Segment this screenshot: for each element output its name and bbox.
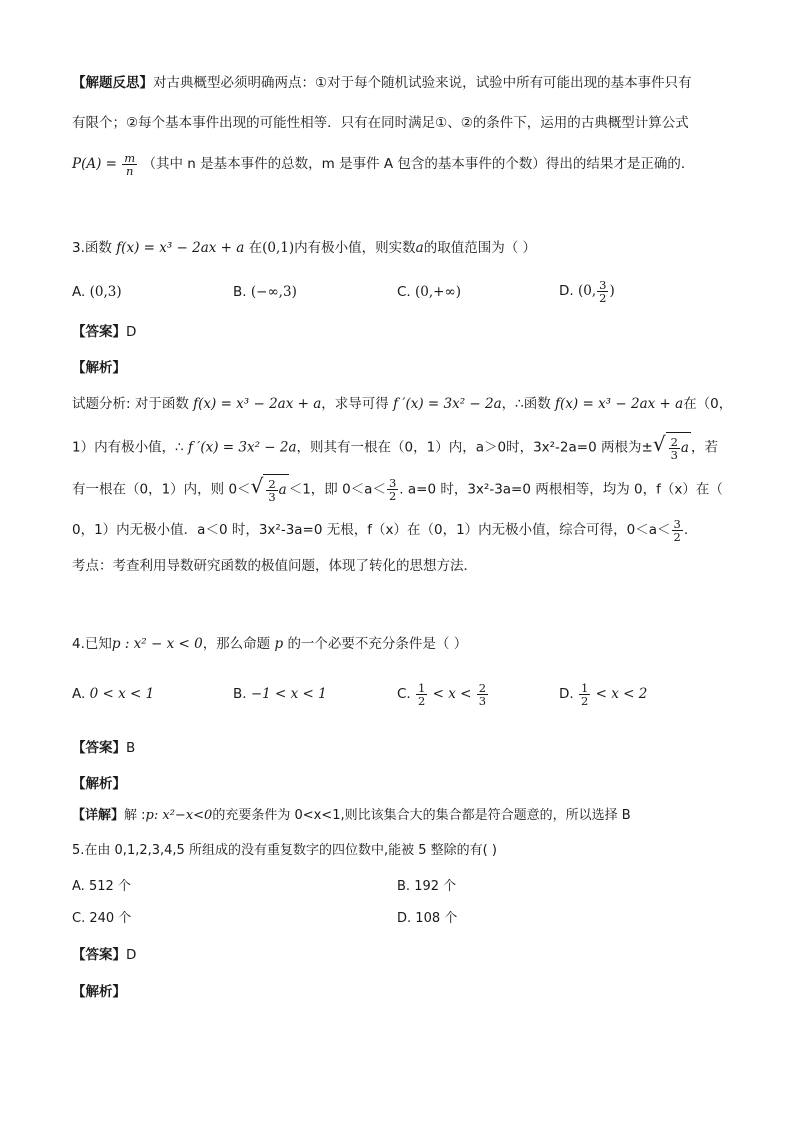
reflection-tag: 【解题反思】 [72,75,153,91]
q3-analysis-tag: 【解析】 [72,360,126,376]
q4-detail: 【详解】解 :p: x²−x<0的充要条件为 0<x<1,则比该集合大的集合都是符合题意的，所以选择 B [72,808,631,823]
q3-answer-tag: 【答案】 [72,324,126,340]
q3-answer [72,322,136,342]
q4-option-b: B. −1 < x < 1 [233,686,327,702]
formula-lhs: P(A) = [72,156,117,172]
q4-stem: 4.已知p : x² − x < 0，那么命题 p 的一个必要不充分条件是（ ） [72,636,468,652]
reflection-text-3: （其中 n 是基本事件的总数，m 是事件 A 包含的基本事件的个数）得出的结果才是正确的． [142,156,695,172]
q5-option-d: D. 108 个 [397,911,458,926]
reflection-text-2: 有限个；②每个基本事件出现的可能性相等．只有在同时满足①、②的条件下，运用的古典概型计算公式 [72,115,689,131]
q5-stem: 5.在由 0,1,2,3,4,5 所组成的没有重复数字的四位数中,能被 5 整除的有( ) [72,843,497,858]
q3-analysis-line-1: 试题分析: 对于函数 f(x) = x³ − 2ax + a，求导可得 f ′(x) = 3x² − 2a，∴函数 f(x) = x³ − 2ax + a在（0， [72,396,733,412]
q3-analysis-line-3: 有一根在（0，1）内，则 0＜ √ $\frac{2}{3}$ a ＜1，即 0＜a＜ $\frac{3}{2}$ . a=0 时，3x²-3a=0 两根相等，均为 0，f（x）在（ [72,474,723,504]
q3-rest: 内有极小值，则实数 [294,240,416,256]
q5-answer: 【答案】D [72,947,137,963]
q3-function: f(x) = x³ − 2ax + a [116,240,245,256]
q5-analysis-tag: 【解析】 [72,984,126,1000]
q3-option-a: A. (0,3) [72,284,122,300]
q4-option-c: C. $\frac{1}{2}$ < x < $\frac{2}{3}$ [397,680,487,708]
q4-option-d: D. $\frac{1}{2}$ < x < 2 [559,680,648,708]
q4-answer: 【答案】B [72,740,136,756]
sqrt-two-thirds-a: √ $\frac{2}{3}$ a [652,432,689,462]
q4-analysis-tag: 【解析】 [72,776,126,792]
q3-var: a [415,240,424,256]
q5-option-b: B. 192 个 [397,879,457,894]
q3-prefix: 3.函数 [72,240,112,256]
q3-tail: 的取值范围为（ ） [423,240,537,256]
q3-analysis-line-2: 1）内有极小值，∴ f ′(x) = 3x² − 2a，则其有一根在（0，1）内，a＞0时，3x²-2a=0 两根为± √ $\frac{2}{3}$ a ，若 [72,432,718,462]
reflection-line-3 [72,150,694,178]
q5-option-a: A. 512 个 [72,879,131,894]
q3-answer-value: D [126,324,137,340]
q4-option-a: A. 0 < x < 1 [72,686,155,702]
q3-option-c: C. (0,+∞) [397,284,461,300]
q3-option-b: B. (−∞,3) [233,284,297,300]
reflection-text-1: 对古典概型必须明确两点：①对于每个随机试验来说，试验中所有可能出现的基本事件只有 [153,75,692,91]
reflection-line-1 [72,73,692,93]
reflection-line-2 [72,113,689,133]
q3-option-d: D. (0, $\frac{3}{2}$ ) [559,277,615,305]
q3-interval: (0,1) [262,240,295,256]
q3-analysis-line-4: 0，1）内无极小值．a＜0 时，3x²-3a=0 无根，f（x）在（0，1）内无极小值，综合可得，0＜a＜ $\frac{3}{2}$ . [72,516,689,544]
formula-fraction: $\frac{m}{n}$ [124,150,136,178]
q3-kaodian: 考点：考查利用导数研究函数的极值问题，体现了转化的思想方法． [72,558,477,574]
sqrt-two-thirds-a-2: √ $\frac{2}{3}$ a [250,474,287,504]
q5-option-c: C. 240 个 [72,911,132,926]
q3-mid: 在 [248,240,263,256]
q3-stem [72,238,536,258]
